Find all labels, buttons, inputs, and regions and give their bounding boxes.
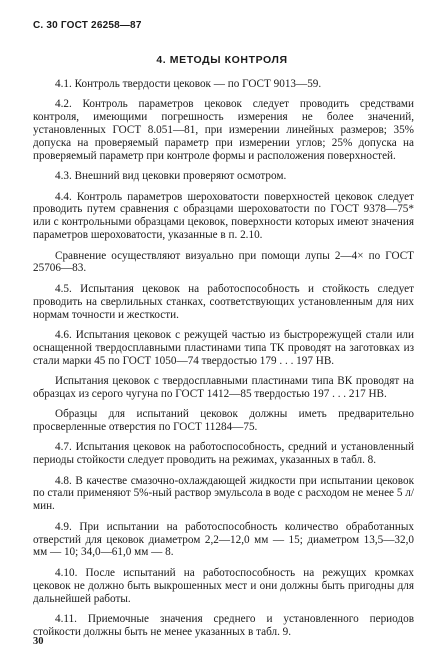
paragraph-samples: Образцы для испытаний цековок должны иметь предварительно просверленные отверстия по ГОСТ 11284—75. [33,408,414,434]
paragraph-4-2: 4.2. Контроль параметров цековок следует проводить средствами контроля, имеющими погрешность измерения не более значений, установленных ГОСТ 8.051—81, при измерении линейных размеров; 35% допуска на проверяемый параметр при измерении углов; 25% допуска на проверяемый параметр при контроле формы и расположения поверхностей. [33,98,414,162]
paragraph-4-1: 4.1. Контроль твердости цековок — по ГОСТ 9013—59. [55,78,322,90]
paragraph-comparison: Сравнение осуществляют визуально при помощи лупы 2—4× по ГОСТ 25706—83. [33,249,414,275]
page-header: С. 30 ГОСТ 26258—87 [33,20,142,31]
page-number: 30 [33,636,44,647]
paragraph-vk-tests: Испытания цековок с твердосплавными пластинами типа ВК проводят на образцах из серого чугуна по ГОСТ 1412—85 твердостью 197 . . . 217 НВ. [33,374,414,400]
paragraph-4-5: 4.5. Испытания цековок на работоспособность и стойкость следует проводить на сверлильных станках, соответствующих установленным для них нормам точности и жесткости. [33,282,414,321]
paragraph-4-8: 4.8. В качестве смазочно-охлаждающей жидкости при испытании цековок по стали применяют 5%-ный раствор эмульсола в воде с расходом не менее 5 л/мин. [33,474,414,513]
paragraph-4-9: 4.9. При испытании на работоспособность количество обработанных отверстий для цековок диаметром 2,2—12,0 мм — 15; диаметром 13,5—32,0 мм — 10; 34,0—61,0 мм — 8. [33,520,414,559]
section-title: 4. МЕТОДЫ КОНТРОЛЯ [156,54,288,66]
paragraph-4-7: 4.7. Испытания цековок на работоспособность, средний и установленный периоды стойкости следует проводить на режимах, указанных в табл. 8. [33,441,414,467]
document-body [33,78,414,646]
paragraph-4-6: 4.6. Испытания цековок с режущей частью из быстрорежущей стали или оснащенной твердосплавными пластинами типа ТК проводят на заготовках из стали марки 45 по ГОСТ 1050—74 твердостью 179 . . . 197 НВ. [33,328,414,367]
paragraph-4-10: 4.10. После испытаний на работоспособность на режущих кромках цековок не должно быть выкрошенных мест и они должны быть пригодны для дальнейшей работы. [33,566,414,605]
paragraph-4-4: 4.4. Контроль параметров шероховатости поверхностей цековок следует проводить путем сравнения с образцами шероховатости по ГОСТ 9378—75* или с контрольными образцами цековок, поверхности которых имеют значения параметров шероховатости, указанные в п. 2.10. [33,190,414,242]
paragraph-4-3: 4.3. Внешний вид цековки проверяют осмотром. [55,170,287,183]
paragraph-4-11: 4.11. Приемочные значения среднего и установленного периодов стойкости должны быть не менее указанных в табл. 9. [33,612,414,638]
